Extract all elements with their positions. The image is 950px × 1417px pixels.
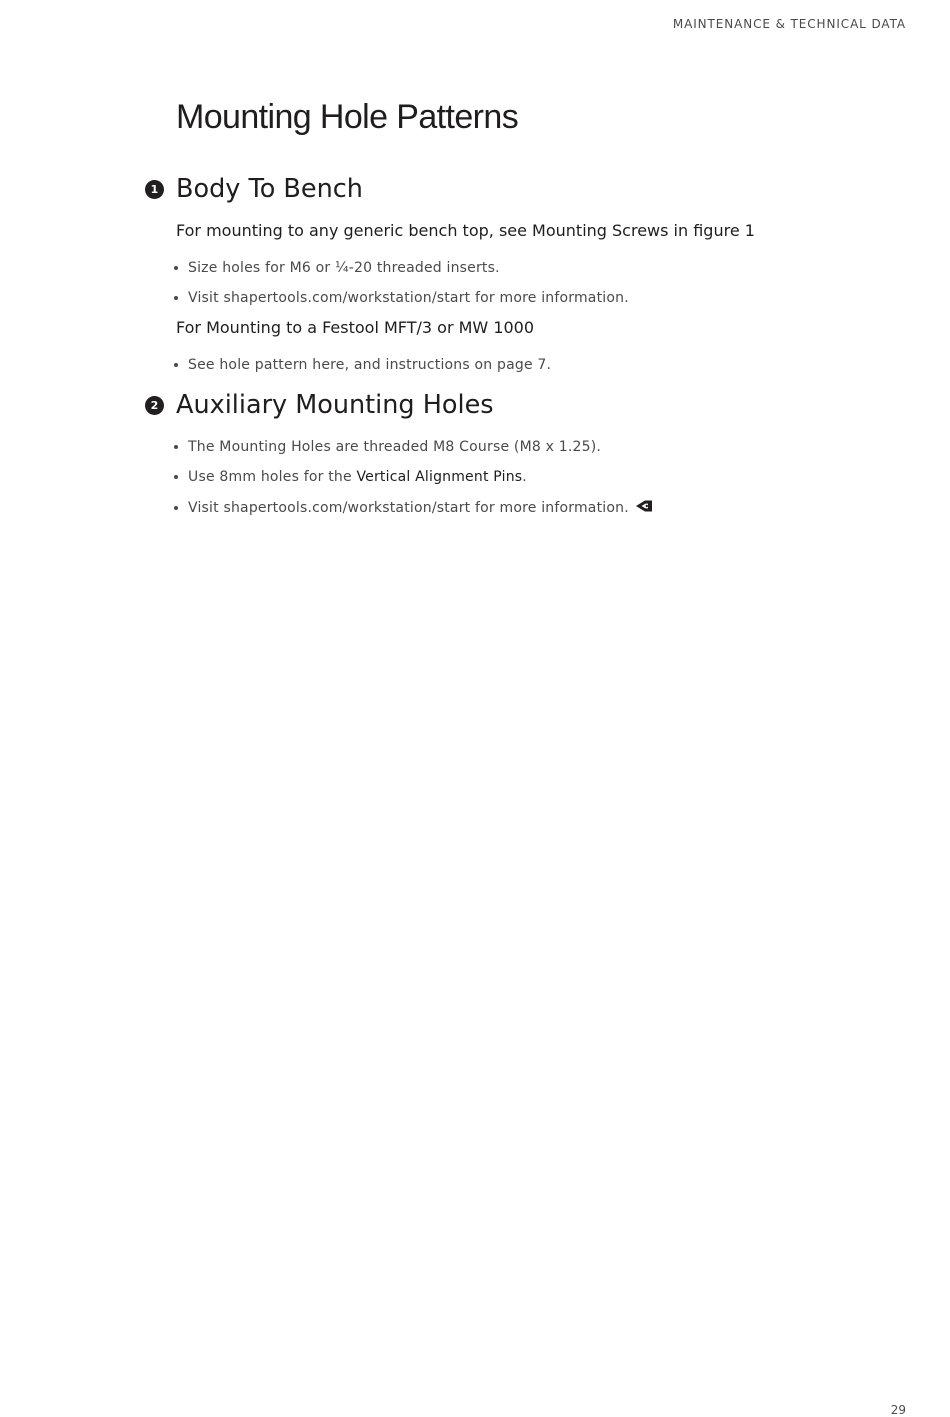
- page-number: 29: [890, 1403, 906, 1417]
- shaper-logo-icon: [635, 498, 653, 518]
- list-item: [174, 357, 551, 373]
- list-item-prefix: Use 8mm holes for the: [188, 469, 357, 485]
- subheading-festool: For Mounting to a Festool MFT/3 or MW 1000: [176, 318, 535, 337]
- section-number-badge: 1: [145, 180, 164, 199]
- vertical-alignment-pins-reference: Vertical Alignment Pins: [356, 469, 523, 485]
- bullet-icon: [174, 475, 178, 479]
- bullet-icon: [174, 445, 178, 449]
- list-item-text: [188, 469, 527, 485]
- list-item-text: Size holes for M6 or ¼-20 threaded inserts.: [188, 260, 500, 276]
- bullet-icon: [174, 266, 178, 270]
- section-heading-text: Auxiliary Mounting Holes: [176, 390, 494, 420]
- section-heading-auxiliary-mounting-holes: [145, 390, 494, 420]
- running-head: MAINTENANCE & TECHNICAL DATA: [672, 17, 906, 31]
- list-item: [174, 469, 527, 485]
- bullet-icon: [174, 363, 178, 367]
- list-item: [174, 439, 601, 455]
- bullet-icon: [174, 296, 178, 300]
- list-item-text: The Mounting Holes are threaded M8 Course (M8 x 1.25).: [188, 439, 602, 455]
- list-item-text: See hole pattern here, and instructions on page 7.: [188, 357, 552, 373]
- list-item: [174, 260, 500, 276]
- list-item-text: Visit shapertools.com/workstation/start for more information.: [188, 290, 629, 306]
- list-item-text: Visit shapertools.com/workstation/start for more information.: [188, 500, 629, 516]
- page-title: Mounting Hole Patterns: [176, 98, 519, 136]
- bullet-icon: [174, 506, 178, 510]
- list-item: [174, 290, 629, 306]
- list-item-suffix: .: [522, 469, 527, 485]
- section-number-badge: 2: [145, 396, 164, 415]
- subheading-generic-bench: For mounting to any generic bench top, see Mounting Screws in figure 1: [176, 221, 755, 240]
- section-heading-body-to-bench: [145, 174, 363, 204]
- section-heading-text: Body To Bench: [176, 174, 363, 204]
- list-item: [174, 498, 653, 518]
